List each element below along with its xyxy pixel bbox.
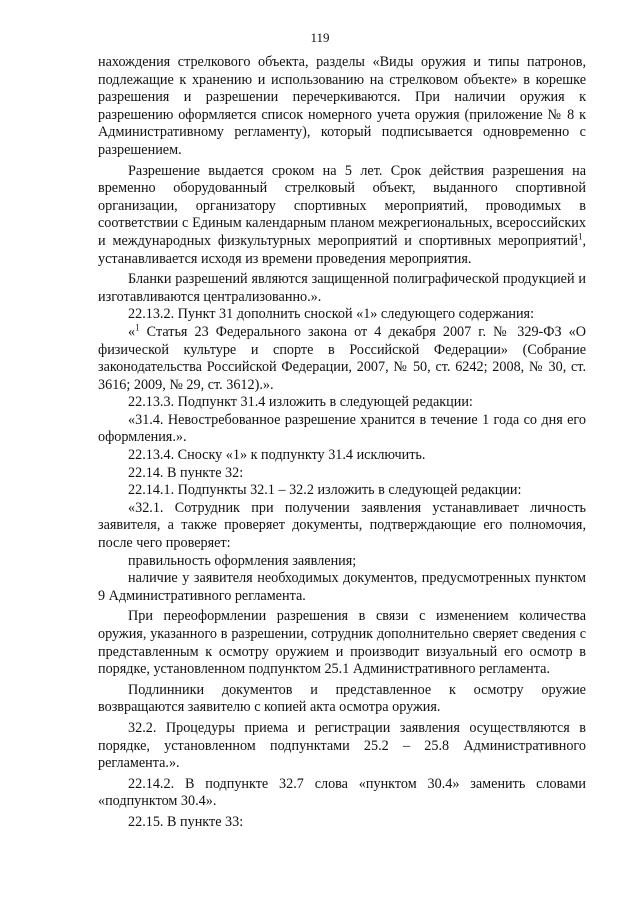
paragraph: «$^1$ Статья 23 Федерального закона от 4 декабря 2007 г. № 329-ФЗ «О физической культуре и спорте в Российской Федерации» (Собрание законодательства Российской Федерации, 2007, № 50, ст. 6242; 2008, № 30, ст. 3616; 2009, № 29, ст. 3612).».	[98, 322, 586, 393]
paragraph: 22.13.4. Сноску «1» к подпункту 31.4 исключить.	[128, 447, 426, 464]
paragraph: При переоформлении разрешения в связи с изменением количества оружия, указанного в разрешении, сотрудник дополнительно сверяет сведения с представленным к осмотру оружием и производит визуальный его осмотр в порядке, установленном подпунктом 25.1 Административного регламента.	[98, 608, 586, 678]
paragraph: «31.4. Невостребованное разрешение хранится в течение 1 года со дня его оформления.».	[98, 411, 586, 446]
footnote-marker: 1	[135, 322, 140, 333]
paragraph: 22.14.1. Подпункты 32.1 – 32.2 изложить в следующей редакции:	[128, 482, 522, 499]
paragraph: Разрешение выдается сроком на 5 лет. Срок действия разрешения на временно оборудованный стрелковый объект, выданного спортивной организации, организатору спортивных мероприятий, проводимых в соответствии с Единым календарным планом межрегиональных, всероссийских и международных физкультурных мероприятий и спортивных мероприятий$^1$, устанавливается исходя из времени проведения мероприятия.	[98, 162, 586, 267]
page-number: 119	[310, 30, 330, 45]
paragraph: Подлинники документов и представленное к осмотру оружие возвращаются заявителю с копией акта осмотра оружия.	[98, 681, 586, 716]
paragraph: 22.14.2. В подпункте 32.7 слова «пунктом 30.4» заменить словами «подпунктом 30.4».	[98, 775, 586, 810]
footnote-marker: 1	[577, 231, 583, 242]
paragraph: «32.1. Сотрудник при получении заявления устанавливает личность заявителя, а также проверяет документы, подтверждающие его полномочия, после чего проверяет:	[98, 499, 586, 552]
paragraph: правильность оформления заявления;	[128, 552, 357, 569]
paragraph: Бланки разрешений являются защищенной полиграфической продукцией и изготавливаются централизованно.».	[98, 271, 586, 305]
paragraph: наличие у заявителя необходимых документов, предусмотренных пунктом 9 Административного регламента.	[98, 570, 586, 604]
paragraph: нахождения стрелкового объекта, разделы «Виды оружия и типы патронов, подлежащие к хранению и использованию на стрелковом объекте» в корешке разрешения и разрешении перечеркиваются. При наличии оружия к разрешению оформляется список номерного учета оружия (приложение № 8 к Административному регламенту), который подписывается одновременно с разрешением.	[98, 54, 586, 158]
paragraph: 22.14. В пункте 32:	[128, 464, 244, 481]
paragraph: 22.13.2. Пункт 31 дополнить сноской «1» следующего содержания:	[128, 306, 535, 323]
paragraph: 32.2. Процедуры приема и регистрации заявления осуществляются в порядке, установленном подпунктами 25.2 – 25.8 Административного регламента.».	[98, 719, 586, 772]
paragraph: 22.15. В пункте 33:	[128, 813, 244, 830]
paragraph: 22.13.3. Подпункт 31.4 изложить в следующей редакции:	[128, 394, 473, 411]
document-body	[98, 54, 586, 832]
